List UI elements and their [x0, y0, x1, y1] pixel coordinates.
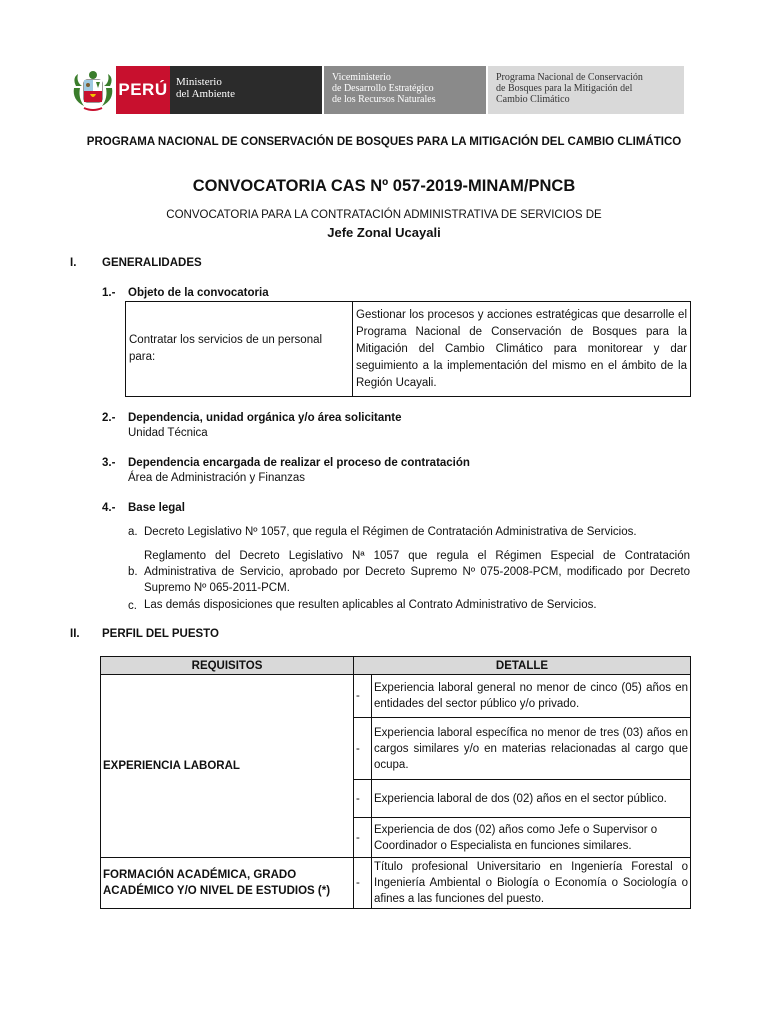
item-title: Dependencia, unidad orgánica y/o área solicitante [128, 412, 402, 424]
item-title: Objeto de la convocatoria [128, 287, 269, 299]
list-item: Decreto Legislativo Nº 1057, que regula el Régimen de Contratación Administrativa de Servicios. [144, 526, 637, 538]
section-title: PERFIL DEL PUESTO [102, 628, 219, 640]
peru-logo: PERÚ [116, 66, 170, 114]
section-title: GENERALIDADES [102, 257, 202, 269]
column-header: DETALLE [354, 657, 691, 675]
objective-label: Contratar los servicios de un personal para: [126, 302, 353, 397]
detail-cell: Experiencia laboral general no menor de cinco (05) años en entidades del sector público y/o privado. [372, 675, 691, 718]
column-header: REQUISITOS [101, 657, 354, 675]
detail-cell: Título profesional Universitario en Ingeniería Forestal o Ingeniería Ambiental o Biología o Economía o Sociología o afines a las funciones del puesto. [372, 858, 691, 909]
requirement-label: FORMACIÓN ACADÉMICA, GRADO ACADÉMICO Y/O NIVEL DE ESTUDIOS (*) [101, 858, 354, 909]
detail-cell: Experiencia laboral de dos (02) años en el sector público. [372, 780, 691, 818]
document-header [70, 66, 686, 114]
item-title: Dependencia encargada de realizar el proceso de contratación [128, 457, 470, 469]
objective-detail: Gestionar los procesos y acciones estratégicas que desarrolle el Programa Nacional de Conservación de Bosques para la Mitigación del Cambio Climático para monitorear y dar seguimiento a la implementación del mismo en el ámbito de la Región Ucayali. [353, 302, 691, 397]
list-item: Las demás disposiciones que resulten aplicables al Contrato Administrativo de Servicios. [144, 599, 597, 611]
item-title: Base legal [128, 502, 185, 514]
item-value: Unidad Técnica [128, 427, 208, 439]
list-marker: c. [128, 600, 137, 612]
list-item: Reglamento del Decreto Legislativo Nª 1057 que regula el Régimen Especial de Contratación Administrativa de Servicio, aprobado por Decreto Supremo Nº 075-2008-PCM, modificado por Decreto Supremo Nº 065-2011-PCM. [144, 550, 690, 594]
convocatoria-subtitle: CONVOCATORIA PARA LA CONTRATACIÓN ADMINISTRATIVA DE SERVICIOS DE [166, 209, 602, 221]
ministry-label: Ministerio del Ambiente [170, 66, 322, 114]
convocatoria-title: CONVOCATORIA CAS Nº 057-2019-MINAM/PNCB [192, 177, 576, 195]
item-number: 3.- [102, 457, 116, 469]
bullet-dash: - [354, 675, 372, 718]
detail-cell: Experiencia laboral específica no menor de tres (03) años en cargos similares y/o en materias relacionadas al cargo que ocupa. [372, 718, 691, 780]
bullet-dash: - [354, 858, 372, 909]
bullet-dash: - [354, 718, 372, 780]
program-title: PROGRAMA NACIONAL DE CONSERVACIÓN DE BOSQUES PARA LA MITIGACIÓN DEL CAMBIO CLIMÁTICO [86, 136, 682, 148]
national-seal-icon [70, 66, 116, 114]
viceministry-label: Viceministerio de Desarrollo Estratégico de los Recursos Naturales [322, 66, 486, 114]
item-number: 2.- [102, 412, 116, 424]
position-title: Jefe Zonal Ucayali [327, 225, 441, 240]
section-number: II. [70, 628, 80, 640]
requirement-label: EXPERIENCIA LABORAL [101, 675, 354, 858]
section-number: I. [70, 257, 77, 269]
list-marker: b. [128, 566, 138, 578]
bullet-dash: - [354, 818, 372, 858]
list-marker: a. [128, 526, 138, 538]
item-number: 4.- [102, 502, 116, 514]
detail-cell: Experiencia de dos (02) años como Jefe o Supervisor o Coordinador o Especialista en funciones similares. [372, 818, 691, 858]
item-number: 1.- [102, 287, 116, 299]
program-label: Programa Nacional de Conservación de Bosques para la Mitigación del Cambio Climático [486, 66, 684, 114]
bullet-dash: - [354, 780, 372, 818]
item-value: Área de Administración y Finanzas [128, 472, 306, 484]
objective-table [125, 301, 691, 397]
profile-table [100, 656, 691, 909]
